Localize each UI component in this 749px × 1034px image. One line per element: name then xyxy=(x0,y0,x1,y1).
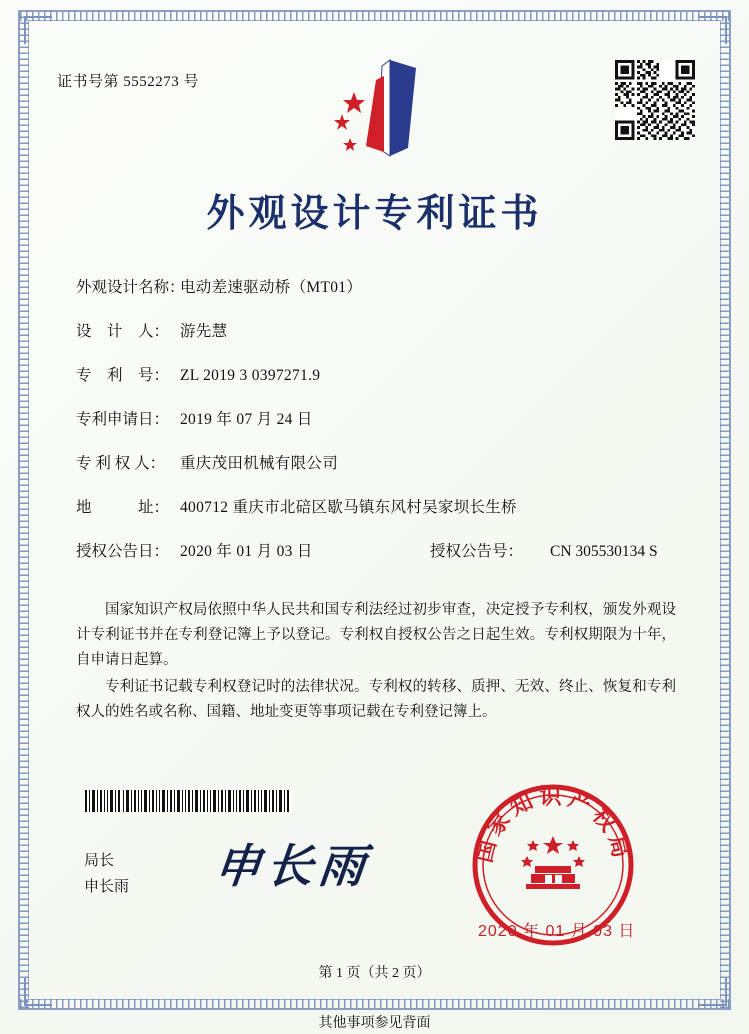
field-value: 游先慧 xyxy=(180,323,228,340)
svg-text:国家知识产权局 xyxy=(471,784,635,865)
signature-labels xyxy=(84,848,129,900)
field-application-date xyxy=(76,407,676,429)
field-value: 电动差速驱动桥（MT01） xyxy=(180,279,363,296)
field-grant-announcement xyxy=(76,539,676,561)
seal-date: 2020 年 01 月 03 日 xyxy=(478,923,636,940)
certificate-number: 证书号第 5552273 号 xyxy=(57,74,200,90)
seal-arc-text: 国家知识产权局 xyxy=(471,784,635,865)
field-value: 2019 年 07 月 24 日 xyxy=(180,411,313,428)
field-patent-number xyxy=(76,363,676,385)
field-label: 外观设计名称： xyxy=(76,279,185,296)
qr-code-icon xyxy=(615,60,695,140)
page-number: 第 1 页（共 2 页） xyxy=(318,966,431,981)
field-value-secondary: CN 305530134 S xyxy=(550,543,658,560)
field-value: ZL 2019 3 0397271.9 xyxy=(180,367,321,384)
field-value: 重庆茂田机械有限公司 xyxy=(180,455,339,472)
field-label: 专利申请日： xyxy=(76,411,170,428)
field-value: 2020 年 01 月 03 日 xyxy=(180,543,313,560)
field-label-secondary: 授权公告号： xyxy=(430,543,524,560)
field-value: 400712 重庆市北碚区歇马镇东风村吴家坝长生桥 xyxy=(180,499,517,516)
field-design-name xyxy=(76,275,676,297)
page-title: 外观设计专利证书 xyxy=(206,193,543,235)
field-designer xyxy=(76,319,676,341)
field-label: 专 利 权 人： xyxy=(76,455,166,472)
field-label: 专 利 号： xyxy=(76,367,170,384)
field-list xyxy=(76,275,676,583)
legal-paragraph-1: 国家知识产权局依照中华人民共和国专利法经过初步审查，决定授予专利权，颁发外观设计专利证书并在专利登记簿上予以登记。专利权自授权公告之日起生效。专利权期限为十年，自申请日起算。 xyxy=(76,602,676,668)
barcode-icon xyxy=(84,790,292,812)
cnipa-logo-icon xyxy=(320,52,440,162)
field-label: 设 计 人： xyxy=(76,323,170,340)
field-label: 地 址： xyxy=(76,499,170,516)
field-label: 授权公告日： xyxy=(76,543,170,560)
legal-paragraph-2: 专利证书记载专利权登记时的法律状况。专利权的转移、质押、无效、终止、恢复和专利权人的姓名或名称、国籍、地址变更等事项记载在专利登记簿上。 xyxy=(76,679,676,720)
legal-text xyxy=(76,598,676,727)
signature-title-label: 局长 xyxy=(84,853,115,869)
field-address xyxy=(76,495,676,517)
back-side-note: 其他事项参见背面 xyxy=(318,1016,431,1031)
signature-name-label: 申长雨 xyxy=(84,879,130,895)
handwritten-signature: 申长雨 xyxy=(211,841,374,892)
field-patentee xyxy=(76,451,676,473)
